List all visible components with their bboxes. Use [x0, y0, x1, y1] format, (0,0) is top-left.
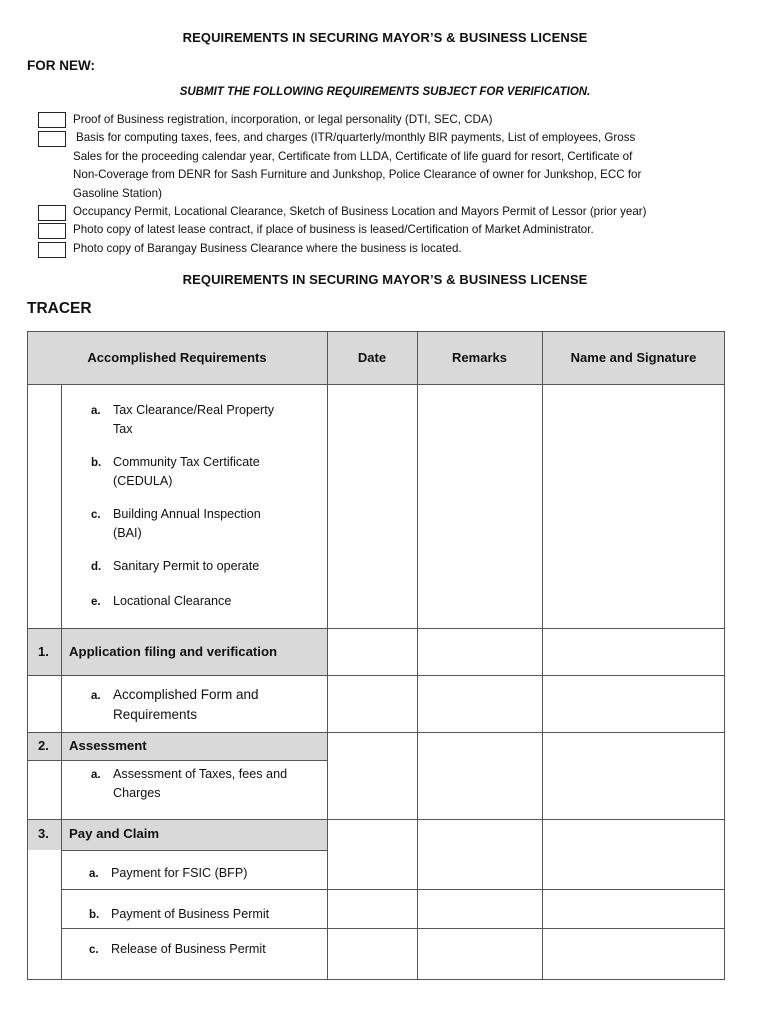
row-line-step-2	[27, 732, 725, 733]
prereq-item-d	[91, 558, 259, 577]
column-divider-number	[61, 384, 62, 980]
prereq-item-d-line-1: Sanitary Permit to operate	[113, 559, 260, 573]
prereq-item-a	[91, 402, 274, 438]
column-divider-date	[327, 331, 328, 980]
header-date: Date	[357, 350, 387, 365]
step-2-number: 2.	[38, 738, 49, 753]
for-new-label: FOR NEW:	[27, 58, 95, 73]
step-3-sub-b	[89, 906, 269, 925]
requirement-checkbox-2[interactable]	[38, 131, 66, 147]
row-line-step-3c	[61, 928, 725, 929]
table-border-right	[724, 331, 725, 980]
prereq-item-a-line-2: Tax	[113, 421, 133, 436]
row-line-step-1	[27, 628, 725, 629]
step-2-sub-line-2: Charges	[113, 785, 161, 800]
prereq-item-e-line-1: Locational Clearance	[113, 594, 232, 608]
page-title: REQUIREMENTS IN SECURING MAYOR’S & BUSINESS LICENSE	[182, 30, 588, 45]
prereq-item-b-line-2: (CEDULA)	[113, 473, 173, 488]
header-name-and-signature: Name and Signature	[570, 350, 697, 365]
step-1-sub-line-2: Requirements	[113, 706, 198, 722]
prereq-item-c	[91, 506, 261, 542]
step-1-number: 1.	[38, 644, 49, 659]
prereq-item-a-line-1: Tax Clearance/Real Property	[113, 403, 274, 417]
step-3-sub-c-text: Release of Business Permit	[111, 942, 266, 956]
column-divider-remarks	[417, 331, 418, 980]
row-line-step-3-sub	[61, 850, 327, 851]
step-3-sub-letter-a: a.	[89, 868, 99, 880]
prereq-letter-c: c.	[91, 509, 101, 521]
step-3-sub-c	[89, 941, 266, 960]
prereq-letter-a: a.	[91, 405, 101, 417]
requirement-item-4: Photo copy of latest lease contract, if place of business is leased/Certification of Market Administrator.	[73, 223, 594, 236]
step-2-sub-letter: a.	[91, 769, 101, 781]
requirement-checkbox-4[interactable]	[38, 223, 66, 239]
row-line-step-1-sub	[27, 675, 725, 676]
step-1-sub-a	[91, 686, 259, 723]
step-2-sub-a	[91, 766, 287, 802]
requirement-checkbox-1[interactable]	[38, 112, 66, 128]
requirement-item-2-line-4: Gasoline Station)	[73, 187, 162, 200]
prereq-item-e	[91, 593, 231, 612]
step-3-sub-letter-b: b.	[89, 909, 100, 921]
prereq-letter-e: e.	[91, 596, 101, 608]
prereq-item-c-line-1: Building Annual Inspection	[113, 507, 261, 521]
header-accomplished-requirements: Accomplished Requirements	[87, 350, 267, 365]
requirement-checkbox-3[interactable]	[38, 205, 66, 221]
requirement-checkbox-5[interactable]	[38, 242, 66, 258]
step-3-sub-letter-c: c.	[89, 944, 99, 956]
step-3-sub-a-text: Payment for FSIC (BFP)	[111, 866, 248, 880]
tracer-label: TRACER	[27, 300, 92, 317]
step-2-label: Assessment	[69, 738, 147, 753]
requirement-item-2-line-1: Basis for computing taxes, fees, and charges (ITR/quarterly/monthly BIR payments, List of employees, Gross	[76, 131, 636, 144]
requirement-item-3: Occupancy Permit, Locational Clearance, Sketch of Business Location and Mayors Permit of Lessor (prior year)	[73, 205, 647, 218]
submit-note: SUBMIT THE FOLLOWING REQUIREMENTS SUBJECT FOR VERIFICATION.	[179, 86, 591, 98]
prereq-item-b-line-1: Community Tax Certificate	[113, 455, 260, 469]
table-border-left	[27, 331, 28, 980]
step-1-label: Application filing and verification	[69, 644, 278, 659]
prereq-letter-b: b.	[91, 457, 102, 469]
prereq-item-b	[91, 454, 260, 490]
row-line-step-2-sub	[27, 760, 327, 761]
step-2-sub-line-1: Assessment of Taxes, fees and	[113, 767, 288, 781]
row-line-step-3	[27, 819, 725, 820]
step-3-number: 3.	[38, 826, 49, 841]
table-border-top	[27, 331, 725, 332]
requirement-item-2-line-2: Sales for the proceeding calendar year, Certificate from LLDA, Certificate of life guard for resort, Certificate of	[73, 150, 633, 163]
row-line-header	[27, 384, 725, 385]
requirement-item-2-line-3: Non-Coverage from DENR for Sash Furniture and Junkshop, Police Clearance of owner for Junkshop, ECC for	[73, 168, 642, 181]
step-3-label: Pay and Claim	[69, 826, 160, 841]
prereq-letter-d: d.	[91, 561, 102, 573]
step-3-sub-a	[89, 865, 247, 884]
row-line-step-3b	[61, 889, 725, 890]
header-remarks: Remarks	[452, 350, 507, 365]
table-border-bottom	[27, 979, 725, 980]
step-1-sub-line-1: Accomplished Form and	[113, 687, 259, 702]
requirement-item-5: Photo copy of Barangay Business Clearance where the business is located.	[73, 242, 462, 255]
tracer-table	[27, 331, 725, 980]
step-3-sub-b-text: Payment of Business Permit	[111, 907, 270, 921]
column-divider-signature	[542, 331, 543, 980]
prereq-item-c-line-2: (BAI)	[113, 525, 142, 540]
second-heading: REQUIREMENTS IN SECURING MAYOR’S & BUSINESS LICENSE	[182, 272, 588, 287]
step-1-sub-letter: a.	[91, 690, 101, 702]
requirement-item-1: Proof of Business registration, incorporation, or legal personality (DTI, SEC, CDA)	[73, 113, 493, 126]
